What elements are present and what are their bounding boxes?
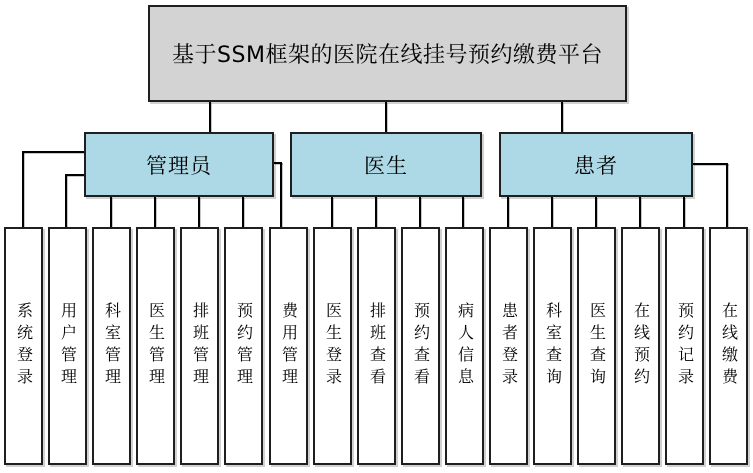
leaf-label: 排班管理 (190, 302, 210, 390)
leaf-label: 病人信息 (455, 302, 475, 390)
connector-line (22, 151, 24, 227)
leaf-label: 系统登录 (14, 302, 34, 390)
connector-line (507, 197, 509, 227)
connector-line (154, 197, 156, 227)
leaf-label: 医生查询 (587, 302, 607, 390)
leaf-node-patient-login (489, 227, 528, 465)
leaf-node-appointment-record (665, 227, 704, 465)
connector-line (242, 197, 244, 227)
leaf-label: 在线缴费 (719, 302, 739, 390)
branch-node-admin (84, 132, 274, 197)
connector-line (209, 102, 211, 132)
leaf-label: 医生登录 (323, 302, 343, 390)
branch-node-admin-label: 管理员 (146, 153, 212, 178)
branch-node-doctor (290, 132, 482, 197)
leaf-node-department-query (533, 227, 572, 465)
root-node-label: 基于SSM框架的医院在线挂号预约缴费平台 (172, 43, 603, 68)
leaf-label: 预约管理 (234, 302, 254, 390)
connector-line (110, 197, 112, 227)
leaf-node-online-appointment (621, 227, 660, 465)
connector-line (65, 174, 84, 176)
leaf-label: 在线预约 (631, 302, 651, 390)
connector-line (22, 151, 84, 153)
leaf-label: 预约记录 (675, 302, 695, 390)
leaf-node-doctor-login (313, 227, 352, 465)
leaf-label: 预约查看 (411, 302, 431, 390)
leaf-label: 医生管理 (146, 302, 166, 390)
connector-line (595, 197, 597, 227)
leaf-node-doctor-query (577, 227, 616, 465)
connector-line (375, 197, 377, 227)
branch-node-doctor-label: 医生 (364, 153, 408, 178)
leaf-node-appointment-view (401, 227, 440, 465)
connector-line (65, 174, 67, 227)
leaf-node-patient-info (445, 227, 484, 465)
connector-line (693, 163, 728, 165)
connector-line (561, 102, 563, 132)
connector-line (280, 162, 282, 227)
leaf-label: 患者登录 (499, 302, 519, 390)
connector-line (385, 102, 387, 132)
leaf-node-user-management (48, 227, 87, 465)
branch-node-patient (499, 132, 693, 197)
root-node (148, 5, 627, 102)
connector-line (726, 163, 728, 227)
leaf-label: 排班查看 (367, 302, 387, 390)
connector-line (683, 197, 685, 227)
leaf-node-doctor-management (136, 227, 175, 465)
leaf-node-appointment-management (224, 227, 263, 465)
leaf-node-fee-management (269, 227, 308, 465)
leaf-node-system-login (4, 227, 43, 465)
branch-node-patient-label: 患者 (574, 153, 618, 178)
connector-line (419, 197, 421, 227)
connector-line (551, 197, 553, 227)
leaf-label: 科室管理 (102, 302, 122, 390)
connector-line (462, 197, 464, 227)
connector-line (198, 197, 200, 227)
leaf-node-online-payment (709, 227, 748, 465)
leaf-node-schedule-view (357, 227, 396, 465)
connector-line (639, 197, 641, 227)
leaf-label: 用户管理 (58, 302, 78, 390)
leaf-node-schedule-management (180, 227, 219, 465)
connector-line (331, 197, 333, 227)
leaf-node-department-management (92, 227, 131, 465)
leaf-label: 费用管理 (279, 302, 299, 390)
leaf-label: 科室查询 (543, 302, 563, 390)
